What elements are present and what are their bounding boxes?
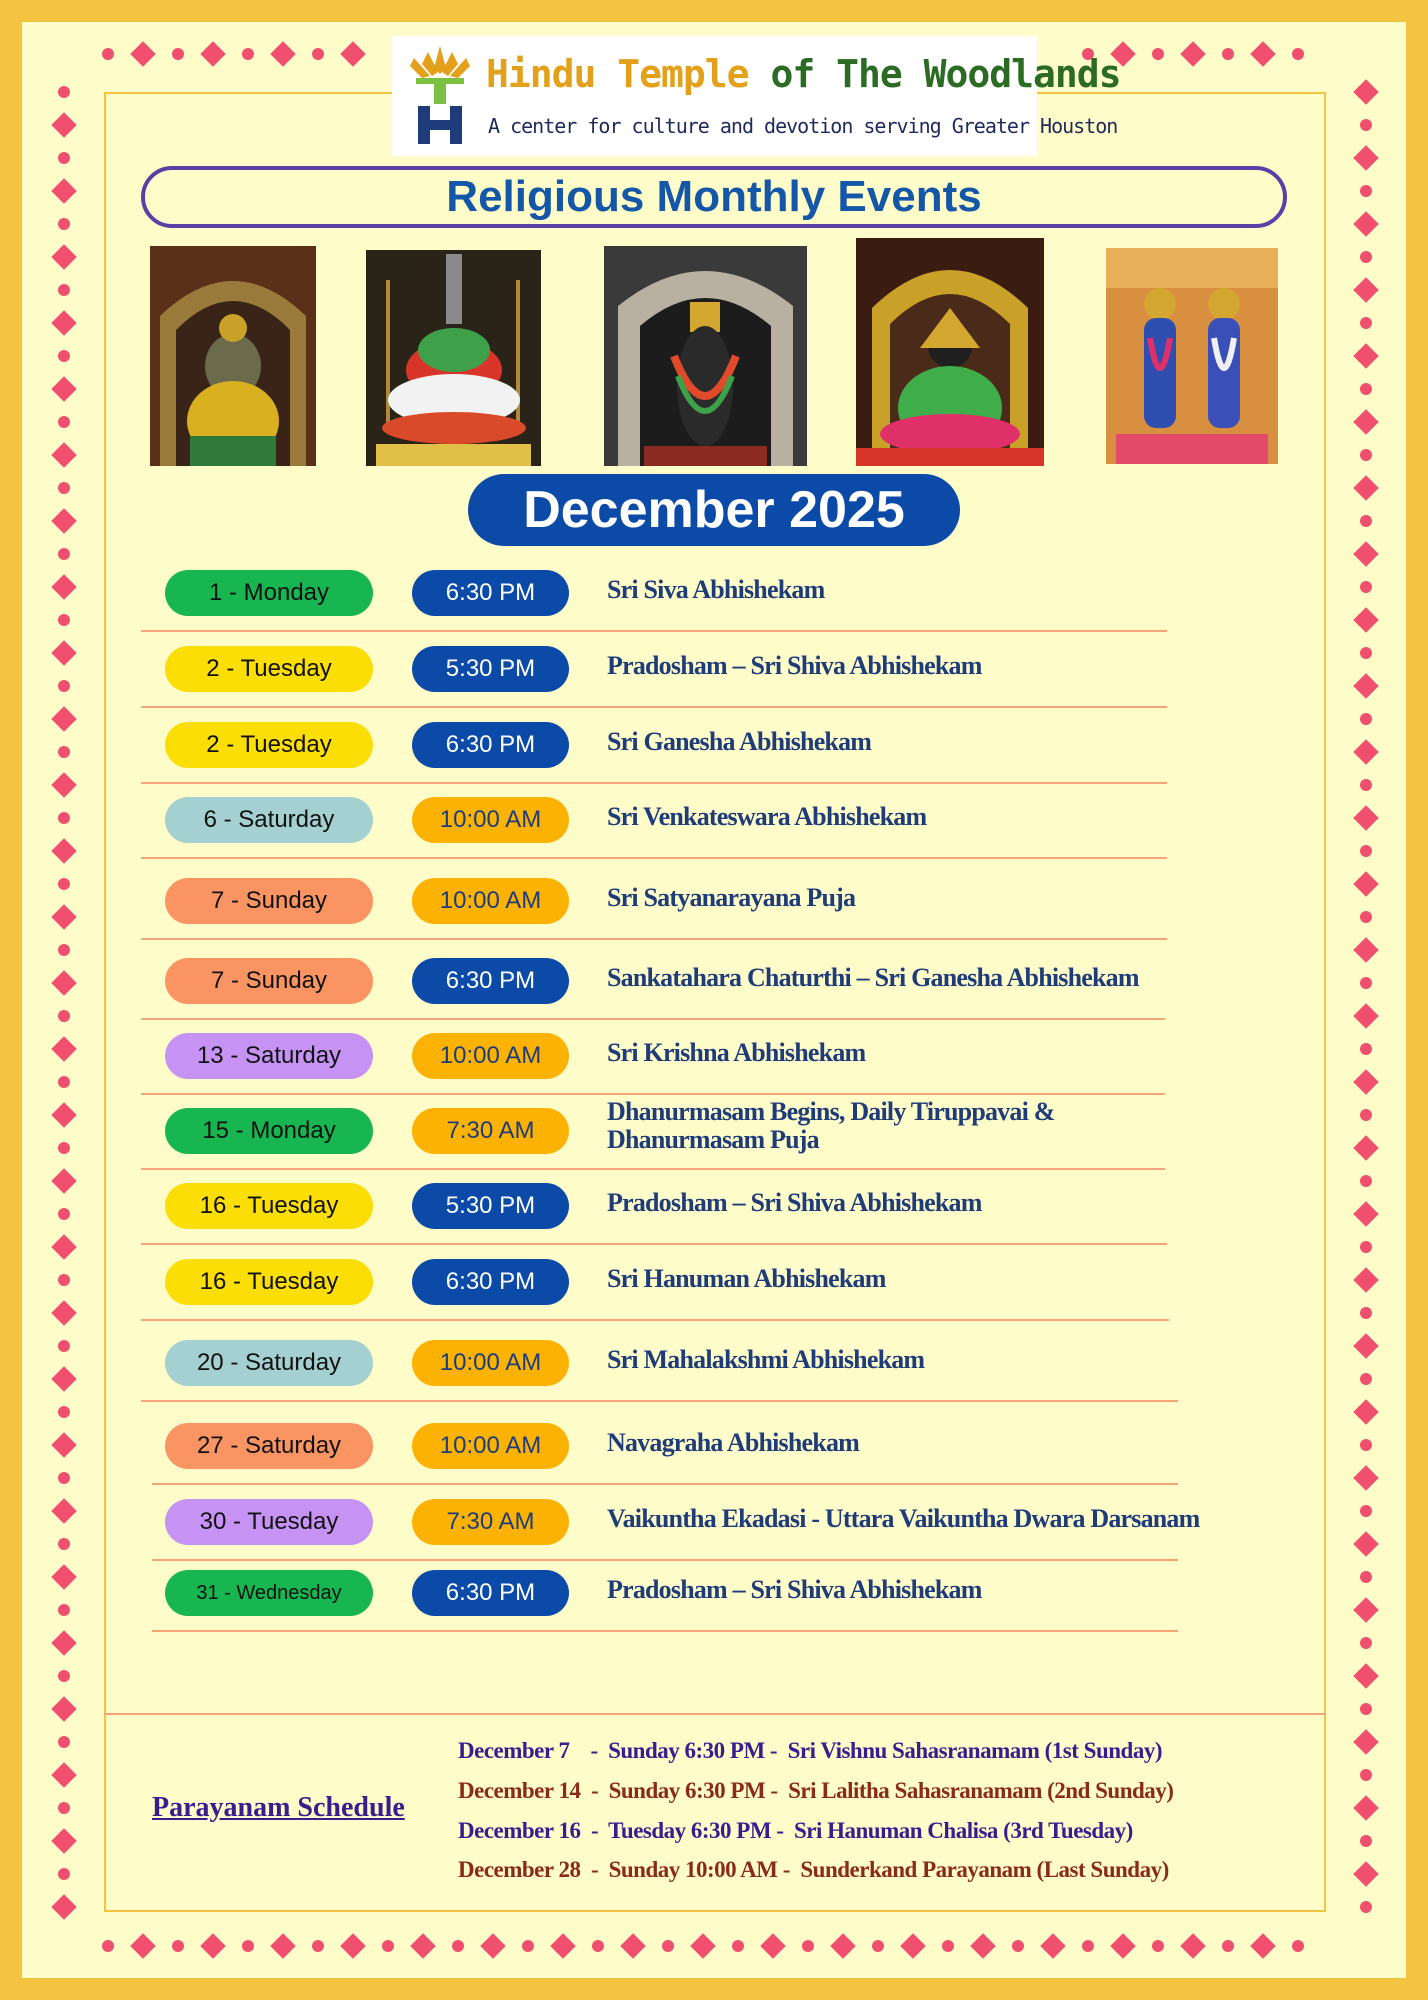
border-dot (452, 1940, 464, 1952)
border-dot (1360, 1637, 1372, 1649)
border-dot (1152, 48, 1164, 60)
border-dot (102, 48, 114, 60)
event-name-line: Navagraha Abhishekam (607, 1428, 859, 1457)
border-dot (872, 1940, 884, 1952)
event-time-badge: 10:00 AM (412, 797, 569, 843)
border-dot (1360, 317, 1372, 329)
border-dot (1360, 1373, 1372, 1385)
border-dot (1360, 1175, 1372, 1187)
border-dot (1292, 48, 1304, 60)
event-day-badge: 16 - Tuesday (165, 1183, 373, 1229)
deity-photo-venkateswara (604, 246, 807, 466)
event-name (607, 1039, 865, 1067)
event-name (607, 1429, 859, 1457)
deity-photo-mahalakshmi (856, 238, 1044, 466)
event-divider (152, 1483, 1178, 1485)
event-day-badge: 31 - Wednesday (165, 1570, 373, 1616)
border-dot (1360, 1835, 1372, 1847)
event-divider (152, 1559, 1178, 1561)
event-divider (141, 630, 1167, 632)
border-dot (58, 1208, 70, 1220)
event-name (607, 884, 855, 912)
event-time-badge: 10:00 AM (412, 1423, 569, 1469)
border-dot (732, 1940, 744, 1952)
border-dot (58, 218, 70, 230)
parayanam-divider (104, 1713, 1326, 1715)
event-name-line: Sri Satyanarayana Puja (607, 883, 856, 912)
event-day-badge: 20 - Saturday (165, 1340, 373, 1386)
event-day-badge: 1 - Monday (165, 570, 373, 616)
border-dot (1360, 1439, 1372, 1451)
border-dot (58, 614, 70, 626)
border-dot (58, 1736, 70, 1748)
event-time-badge: 5:30 PM (412, 646, 569, 692)
event-day-badge: 2 - Tuesday (165, 646, 373, 692)
border-dot (1360, 515, 1372, 527)
border-dot (242, 48, 254, 60)
border-dot (1082, 1940, 1094, 1952)
event-name-line: Sri Siva Abhishekam (607, 575, 825, 604)
event-name-line: Vaikuntha Ekadasi - Uttara Vaikuntha Dwara Darsanam (607, 1504, 1200, 1533)
event-name-line: Dhanurmasam Begins, Daily Tiruppavai & (607, 1097, 1055, 1126)
border-dot (1292, 1940, 1304, 1952)
event-name-line: Dhanurmasam Puja (607, 1125, 819, 1154)
event-time-badge: 6:30 PM (412, 722, 569, 768)
event-name-line: Pradosham – Sri Shiva Abhishekam (607, 1188, 982, 1217)
month-title: December 2025 (468, 474, 960, 546)
event-divider (141, 706, 1167, 708)
border-dot (242, 1940, 254, 1952)
event-name (607, 1505, 1200, 1533)
border-dot (58, 812, 70, 824)
event-name-line: Sri Venkateswara Abhishekam (607, 802, 927, 831)
border-dot (58, 548, 70, 560)
border-dot (58, 152, 70, 164)
parayanam-item: December 7 - Sunday 6:30 PM - Sri Vishnu Sahasranamam (1st Sunday) (458, 1738, 1162, 1763)
event-divider (141, 1319, 1169, 1321)
border-dot (1360, 1505, 1372, 1517)
event-name-line: Pradosham – Sri Shiva Abhishekam (607, 1575, 982, 1604)
border-dot (58, 1142, 70, 1154)
border-dot (1360, 1241, 1372, 1253)
event-time-badge: 10:00 AM (412, 1033, 569, 1079)
border-dot (1360, 449, 1372, 461)
border-dot (1360, 581, 1372, 593)
deity-photo-shiva-lingam (366, 250, 541, 466)
event-name (607, 652, 982, 680)
border-dot (1360, 647, 1372, 659)
event-day-badge: 16 - Tuesday (165, 1259, 373, 1305)
border-dot (592, 1940, 604, 1952)
event-time-badge: 10:00 AM (412, 1340, 569, 1386)
border-dot (1360, 1703, 1372, 1715)
event-name (607, 1576, 982, 1604)
border-dot (662, 1940, 674, 1952)
event-day-badge: 6 - Saturday (165, 797, 373, 843)
event-name (607, 1098, 1055, 1154)
border-dot (1360, 251, 1372, 263)
event-divider (152, 1630, 1178, 1632)
event-day-badge: 7 - Sunday (165, 958, 373, 1004)
deity-photo-ganesha (150, 246, 316, 466)
border-dot (1360, 1043, 1372, 1055)
border-dot (58, 1604, 70, 1616)
border-dot (58, 1340, 70, 1352)
parayanam-item: December 14 - Sunday 6:30 PM - Sri Lalitha Sahasranamam (2nd Sunday) (458, 1778, 1174, 1803)
border-dot (58, 878, 70, 890)
border-dot (58, 86, 70, 98)
border-dot (1360, 1901, 1372, 1913)
event-divider (141, 938, 1167, 940)
border-dot (312, 1940, 324, 1952)
border-dot (522, 1940, 534, 1952)
event-time-badge: 6:30 PM (412, 1570, 569, 1616)
border-dot (58, 1802, 70, 1814)
event-name (607, 1265, 886, 1293)
event-divider (141, 782, 1167, 784)
event-name (607, 1346, 924, 1374)
event-time-badge: 5:30 PM (412, 1183, 569, 1229)
border-dot (1360, 1109, 1372, 1121)
border-dot (1360, 779, 1372, 791)
border-dot (58, 416, 70, 428)
event-name (607, 964, 1139, 992)
border-dot (58, 1670, 70, 1682)
event-name (607, 728, 871, 756)
border-dot (1360, 713, 1372, 725)
event-day-badge: 13 - Saturday (165, 1033, 373, 1079)
border-dot (172, 1940, 184, 1952)
event-divider (141, 1018, 1165, 1020)
event-time-badge: 6:30 PM (412, 1259, 569, 1305)
event-divider (141, 1400, 1178, 1402)
parayanam-item: December 16 - Tuesday 6:30 PM - Sri Hanuman Chalisa (3rd Tuesday) (458, 1818, 1133, 1843)
border-dot (802, 1940, 814, 1952)
border-dot (102, 1940, 114, 1952)
border-dot (58, 1076, 70, 1088)
border-dot (58, 746, 70, 758)
banner-title: Religious Monthly Events (141, 166, 1287, 228)
border-dot (1152, 1940, 1164, 1952)
event-divider (141, 1093, 1165, 1095)
event-name-line: Pradosham – Sri Shiva Abhishekam (607, 651, 982, 680)
border-dot (58, 1868, 70, 1880)
border-dot (58, 1406, 70, 1418)
event-name (607, 576, 824, 604)
border-dot (1360, 119, 1372, 131)
event-day-badge: 15 - Monday (165, 1108, 373, 1154)
event-day-badge: 2 - Tuesday (165, 722, 373, 768)
event-time-badge: 6:30 PM (412, 570, 569, 616)
event-name-line: Sri Mahalakshmi Abhishekam (607, 1345, 925, 1374)
event-time-badge: 10:00 AM (412, 878, 569, 924)
border-dot (58, 680, 70, 692)
event-name (607, 803, 926, 831)
event-day-badge: 27 - Saturday (165, 1423, 373, 1469)
border-dot (172, 48, 184, 60)
event-divider (141, 1243, 1167, 1245)
event-day-badge: 7 - Sunday (165, 878, 373, 924)
border-dot (1360, 1769, 1372, 1781)
border-dot (1360, 185, 1372, 197)
event-time-badge: 6:30 PM (412, 958, 569, 1004)
border-dot (58, 1472, 70, 1484)
border-dot (312, 48, 324, 60)
border-dot (942, 1940, 954, 1952)
border-dot (1360, 1307, 1372, 1319)
event-divider (141, 857, 1167, 859)
border-dot (1360, 383, 1372, 395)
border-dot (1012, 1940, 1024, 1952)
border-dot (58, 284, 70, 296)
event-name-line: Sankatahara Chaturthi – Sri Ganesha Abhishekam (607, 963, 1139, 992)
event-time-badge: 7:30 AM (412, 1499, 569, 1545)
border-dot (58, 1538, 70, 1550)
border-dot (1360, 977, 1372, 989)
event-name (607, 1189, 982, 1217)
deity-photo-rama-sita (1106, 248, 1278, 464)
event-name-line: Sri Hanuman Abhishekam (607, 1264, 886, 1293)
border-dot (58, 1010, 70, 1022)
event-day-badge: 30 - Tuesday (165, 1499, 373, 1545)
border-dot (58, 482, 70, 494)
border-dot (382, 1940, 394, 1952)
border-dot (58, 350, 70, 362)
event-name-line: Sri Ganesha Abhishekam (607, 727, 872, 756)
event-name-line: Sri Krishna Abhishekam (607, 1038, 866, 1067)
border-dot (58, 1274, 70, 1286)
border-dot (1222, 1940, 1234, 1952)
border-dot (1360, 1571, 1372, 1583)
border-dot (1222, 48, 1234, 60)
event-divider (141, 1168, 1165, 1170)
temple-logo (392, 36, 1121, 156)
parayanam-title: Parayanam Schedule (152, 1792, 405, 1823)
event-time-badge: 7:30 AM (412, 1108, 569, 1154)
org-name: Hindu Temple of The Woodlands (486, 52, 1121, 96)
org-tagline: A center for culture and devotion serving Greater Houston (488, 114, 1118, 138)
border-dot (1360, 845, 1372, 857)
parayanam-item: December 28 - Sunday 10:00 AM - Sunderkand Parayanam (Last Sunday) (458, 1857, 1169, 1882)
temple-logo-icon (408, 44, 472, 148)
border-dot (1360, 911, 1372, 923)
border-dot (58, 944, 70, 956)
